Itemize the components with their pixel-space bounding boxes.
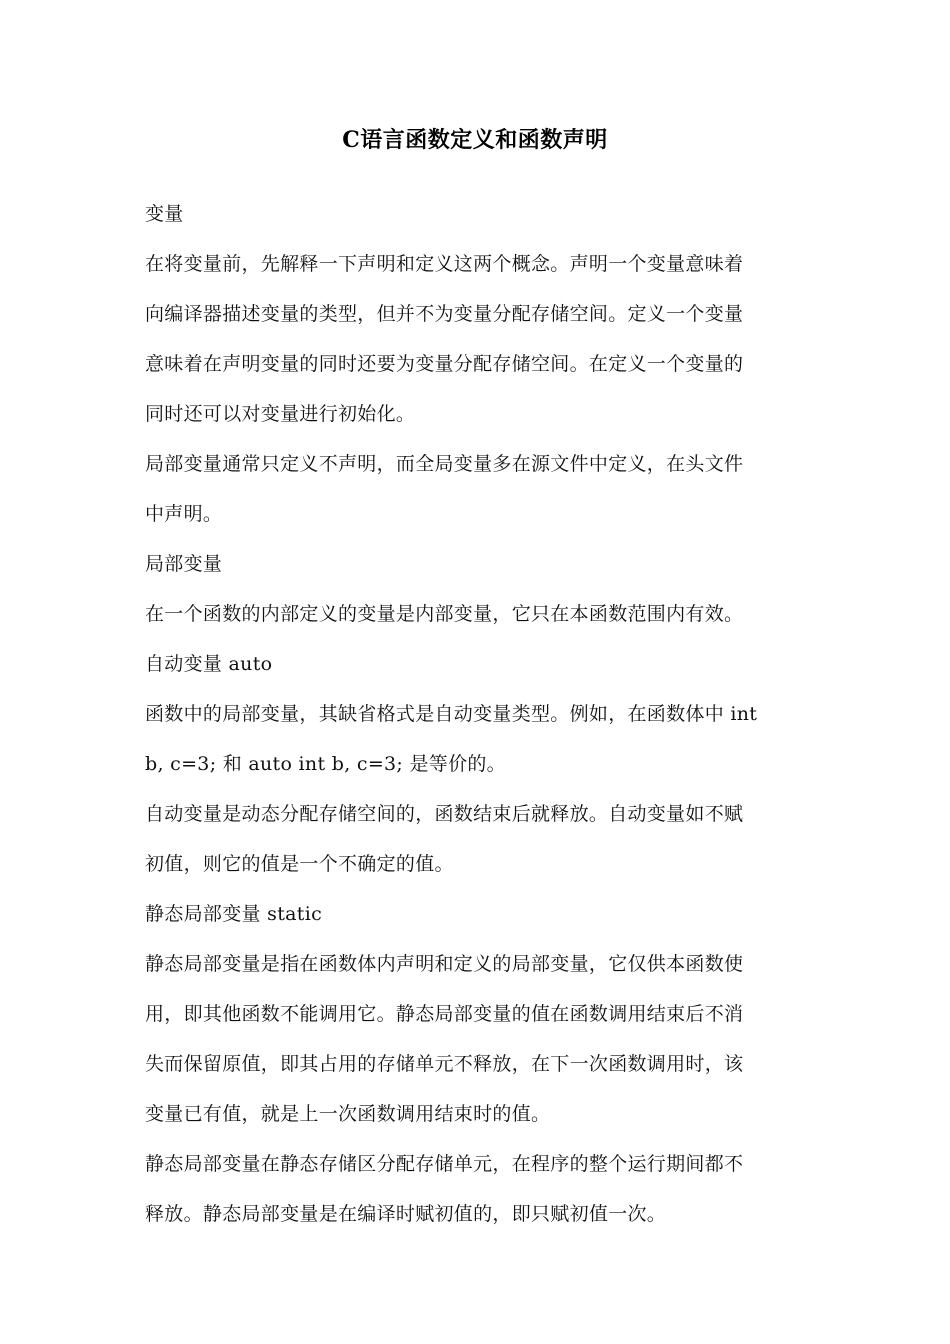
text-line: 在一个函数的内部定义的变量是内部变量，它只在本函数范围内有效。	[145, 603, 744, 625]
text-line: 在将变量前，先解释一下声明和定义这两个概念。声明一个变量意味着	[145, 253, 744, 275]
text-line: 向编译器描述变量的类型，但并不为变量分配存储空间。定义一个变量	[145, 303, 744, 325]
text-line: 中声明。	[145, 503, 223, 525]
text-line: 变量已有值，就是上一次函数调用结束时的值。	[145, 1103, 551, 1125]
text-line: 变量	[145, 203, 184, 225]
document-title: C语言函数定义和函数声明	[342, 127, 608, 153]
document-body	[145, 189, 809, 1239]
text-line: 意味着在声明变量的同时还要为变量分配存储空间。在定义一个变量的	[145, 353, 744, 375]
text-line: 失而保留原值，即其占用的存储单元不释放，在下一次函数调用时，该	[145, 1053, 744, 1075]
text-line: b, c=3; 和 auto int b, c=3; 是等价的。	[145, 753, 506, 775]
text-line: 同时还可以对变量进行初始化。	[145, 403, 416, 425]
text-line: 局部变量通常只定义不声明，而全局变量多在源文件中定义，在头文件	[145, 453, 744, 475]
text-line: 函数中的局部变量，其缺省格式是自动变量类型。例如，在函数体中 int	[145, 703, 758, 725]
text-line: 静态局部变量在静态存储区分配存储单元，在程序的整个运行期间都不	[145, 1153, 744, 1175]
text-line: 自动变量 auto	[145, 653, 273, 675]
text-line: 局部变量	[145, 553, 223, 575]
text-line: 释放。静态局部变量是在编译时赋初值的，即只赋初值一次。	[145, 1203, 667, 1225]
text-line: 自动变量是动态分配存储空间的，函数结束后就释放。自动变量如不赋	[145, 803, 744, 825]
text-line: 静态局部变量是指在函数体内声明和定义的局部变量，它仅供本函数使	[145, 953, 744, 975]
text-line: 初值，则它的值是一个不确定的值。	[145, 853, 454, 875]
text-line: 用，即其他函数不能调用它。静态局部变量的值在函数调用结束后不消	[145, 1003, 744, 1025]
text-line: 静态局部变量 static	[145, 903, 323, 925]
